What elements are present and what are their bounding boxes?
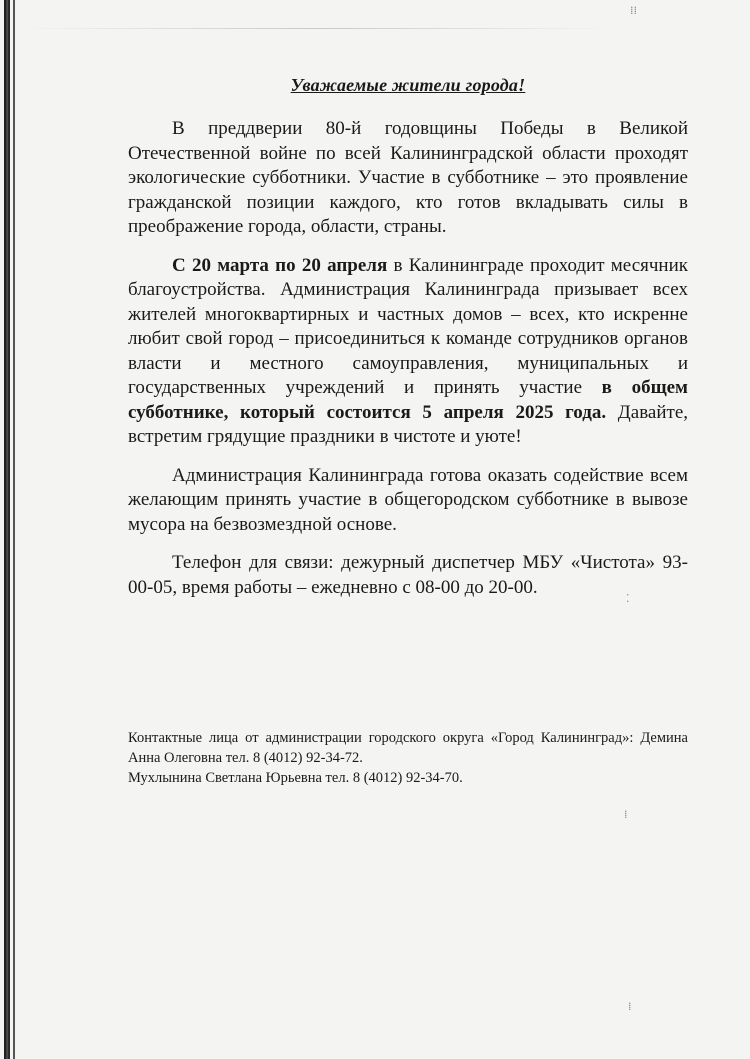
event-text-2: Давайте, встретим грядущие праздники в чистоте и уюте!: [128, 401, 688, 447]
scan-speck: ⁞⁞: [630, 4, 637, 17]
paragraph-assistance: Администрация Калининграда готова оказать содействие всем желающим принять участие в общегородском субботнике в вывозе мусора на безвозмездной основе.: [128, 464, 688, 535]
scan-top-streak: [18, 28, 618, 29]
scan-speck: ⁞: [628, 1000, 632, 1013]
event-emphasis: в общем субботнике, который состоится 5 апреля 2025 года.: [128, 377, 688, 423]
paragraph-phone: Телефон для связи: дежурный диспетчер МБУ «Чистота» 93-00-05, время работы – ежедневно с 08-00 до 20-00.: [128, 552, 688, 598]
scan-left-edge: [4, 0, 10, 1059]
contact-line-1: Контактные лица от администрации городского округа «Город Калининград»: Демина Анна Олеговна тел. 8 (4012) 92-34-72.: [128, 730, 688, 766]
letter-body: [128, 75, 688, 614]
contact-persons: [128, 728, 688, 788]
contact-line-2: Мухлынина Светлана Юрьевна тел. 8 (4012) 92-34-70.: [128, 770, 463, 786]
paragraph-event: [128, 254, 688, 450]
event-dates: С 20 марта по 20 апреля: [172, 254, 388, 276]
scan-speck: ⁞: [624, 808, 628, 821]
scan-left-edge-line: [13, 0, 15, 1059]
paragraph-intro: В преддверии 80-й годовщины Победы в Великой Отечественной войне по всей Калининградской области проходят экологические субботники. Участие в субботнике – это проявление гражданской позиции каждого, кто готов вкладывать силы в преображение города, области, страны.: [128, 118, 688, 237]
letter-heading: Уважаемые жители города!: [290, 75, 526, 95]
scan-speck: ⁚: [626, 592, 630, 605]
event-text-1: в Калининграде проходит месячник благоустройства. Администрация Калининграда призывает всех жителей многоквартирных и частных домов – всех, кто искренне любит свой город – присоединиться к команде сотрудников органов власти и местного самоуправления, муниципальных и государственных учреждений и принять участие: [128, 254, 689, 398]
